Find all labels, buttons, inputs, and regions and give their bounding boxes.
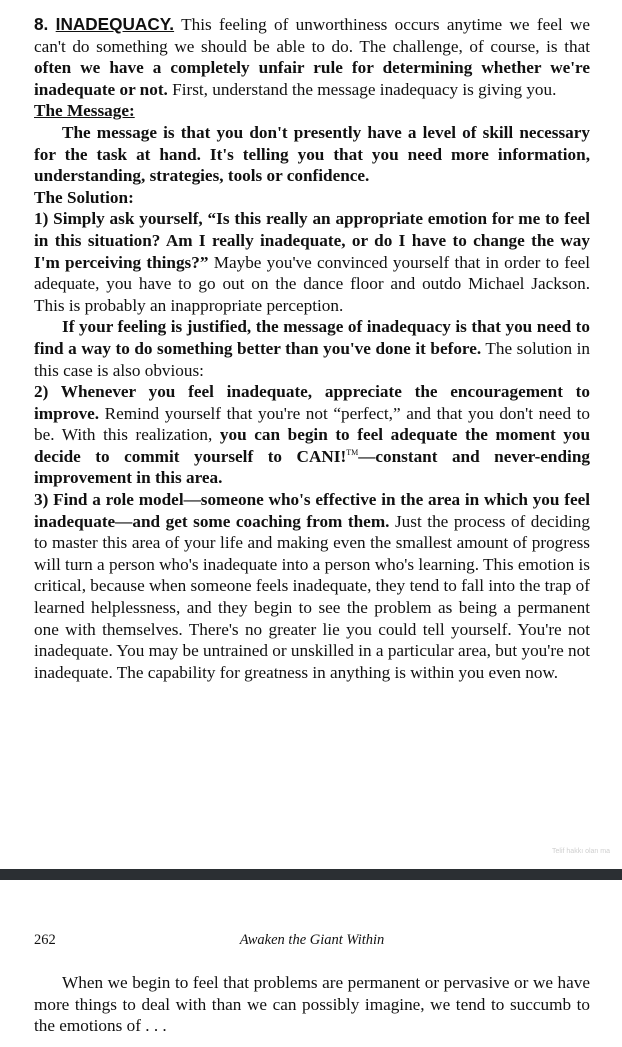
page-number: 262 — [34, 932, 56, 948]
solution-heading — [34, 187, 590, 209]
intro-text-1: This feeling of unworthiness occurs anytime we feel we can't do something we should be able to do. The challenge, of course, is that — [34, 15, 590, 56]
solution-item-1 — [34, 208, 590, 316]
item1-text: Maybe you've convinced yourself that in order to feel adequate, you have to go out on the dance floor and outdo Michael Jackson. This is probably an inappropriate perception. — [34, 252, 590, 315]
book-title: Awaken the Giant Within — [239, 932, 385, 948]
message-body: The message is that you don't presently have a level of skill necessary for the task at hand. It's telling you that you need more information, understanding, strategies, tools or confidence. — [34, 122, 590, 186]
intro-text-2: First, understand the message inadequacy is giving you. — [167, 79, 557, 99]
section-title: INADEQUACY. — [55, 14, 175, 34]
next-page — [34, 932, 590, 1037]
solution-item-2 — [34, 381, 590, 489]
page-content — [34, 14, 590, 683]
item3-text: Just the process of deciding to master this area of your life and making even the smallest amount of progress will turn a person who's inadequate into a person who's learning. This emotion is critical, because when someone feels inadequate, they tend to fall into the trap of learned helplessness, and they begin to see the problem as being a permanent one with themselves. There's no greater lie you could tell yourself. You're not inadequate. You may be untrained or unskilled in a particular area, but you're not inadequate. The capability for greatness in anything is within you even now. — [34, 511, 590, 682]
item2-bold-text: 2) Whenever you feel inadequate, appreciate the encouragement to improve. — [34, 382, 590, 423]
trademark-mark: TM — [346, 447, 359, 457]
justified-bold-text: If your feeling is justified, the message of inadequacy is that you need to find a way to do something better than you've done it before. — [34, 317, 590, 358]
continuation-paragraph: When we begin to feel that problems are permanent or pervasive or we have more things to deal with than we can possibly imagine, we tend to succumb to the emotions of . . . — [34, 973, 590, 1036]
running-head — [34, 932, 590, 954]
page-divider — [0, 869, 622, 880]
solution-heading-text: The Solution: — [34, 187, 134, 207]
item1-bold-text: 1) Simply ask yourself, “Is this really an appropriate emotion for me to feel in this situation? Am I really inadequate, or do I have to change the way I'm perceiving things?” — [34, 209, 590, 272]
message-heading: The Message: — [34, 101, 135, 121]
justified-paragraph — [34, 316, 590, 381]
section-intro — [34, 14, 590, 100]
item2-text: Remind yourself that you're not “perfect,” and that you don't need to be. With this realization, — [34, 403, 590, 445]
solution-item-3 — [34, 489, 590, 683]
intro-bold-text: often we have a completely unfair rule for determining whether we're inadequate or not. — [34, 58, 590, 99]
section-number: 8. — [34, 14, 49, 34]
item2-bold-text-3: —constant and never-ending improvement in this area. — [34, 446, 590, 488]
item2-bold-text-2: you can begin to feel adequate the moment you decide to commit yourself to CANI! — [34, 425, 591, 466]
item3-bold-text: 3) Find a role model—someone who's effective in the area in which you feel inadequate—and get some coaching from them. — [34, 490, 590, 531]
justified-text: The solution in this case is also obvious: — [34, 338, 590, 380]
copyright-watermark: Telif hakkı olan ma — [552, 848, 610, 855]
